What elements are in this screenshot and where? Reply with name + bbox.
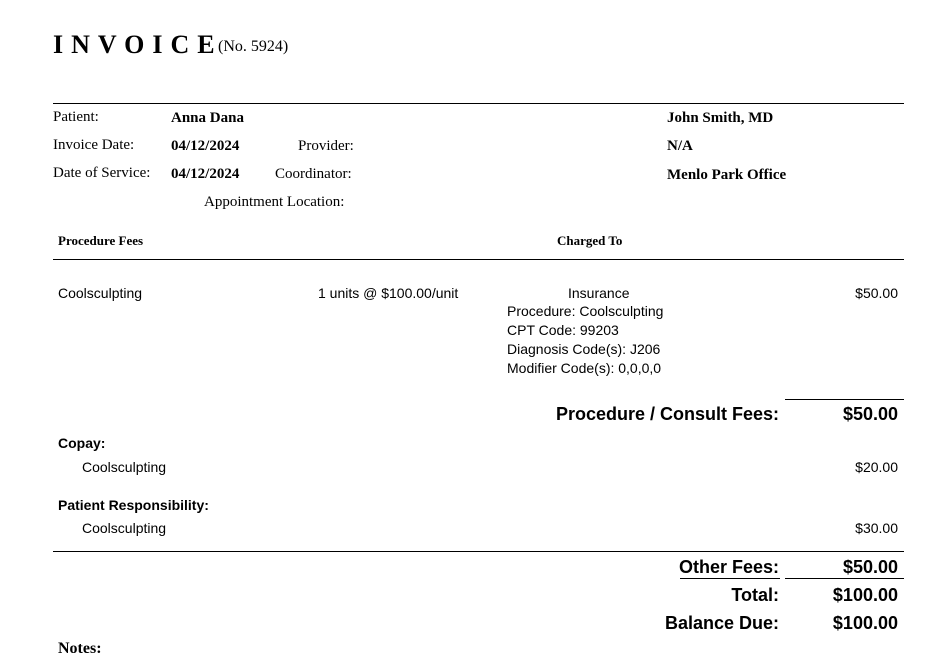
patient-responsibility-item: Coolsculpting bbox=[82, 520, 167, 536]
procedure-consult-fees-value: $50.00 bbox=[842, 404, 898, 424]
invoice-title: INVOICE bbox=[53, 30, 223, 59]
column-header-charged-to: Charged To bbox=[557, 233, 623, 248]
patient-responsibility-heading: Patient Responsibility: bbox=[58, 497, 209, 513]
other-fees-label-underline bbox=[680, 578, 780, 579]
procedure-total-divider bbox=[785, 399, 904, 400]
procedure-consult-fees-label: Procedure / Consult Fees: bbox=[555, 404, 779, 424]
other-fees-underline bbox=[785, 578, 904, 579]
procedure-amount: $50.00 bbox=[855, 285, 898, 301]
table-header-divider bbox=[53, 259, 904, 260]
detail-cpt-code: CPT Code: 99203 bbox=[507, 322, 619, 338]
provider-value: John Smith, MD bbox=[667, 110, 774, 126]
detail-procedure: Procedure: Coolsculpting bbox=[507, 303, 664, 319]
patient-value: Anna Dana bbox=[171, 110, 244, 126]
invoice-date-value: 04/12/2024 bbox=[171, 138, 240, 154]
other-fees-value: $50.00 bbox=[842, 557, 898, 577]
header-divider bbox=[53, 103, 904, 104]
copay-amount: $20.00 bbox=[855, 459, 898, 475]
date-of-service-label: Date of Service: bbox=[53, 165, 151, 181]
appointment-location-value: Menlo Park Office bbox=[667, 167, 787, 183]
appointment-location-label: Appointment Location: bbox=[204, 194, 345, 210]
other-fees-label: Other Fees: bbox=[678, 557, 779, 577]
patient-label: Patient: bbox=[53, 109, 99, 125]
procedure-units: 1 units @ $100.00/unit bbox=[318, 285, 459, 301]
procedure-name: Coolsculpting bbox=[58, 285, 143, 301]
patient-responsibility-amount: $30.00 bbox=[855, 520, 898, 536]
provider-label: Provider: bbox=[298, 138, 354, 154]
date-of-service-value: 04/12/2024 bbox=[171, 166, 240, 182]
charged-to-value: Insurance bbox=[568, 285, 630, 301]
balance-due-value: $100.00 bbox=[832, 613, 898, 633]
detail-modifier-codes: Modifier Code(s): 0,0,0,0 bbox=[507, 360, 662, 376]
balance-due-label: Balance Due: bbox=[664, 613, 779, 633]
coordinator-value: N/A bbox=[667, 138, 693, 154]
invoice-date-label: Invoice Date: bbox=[53, 137, 135, 153]
total-value: $100.00 bbox=[832, 585, 898, 605]
invoice-number: (No. 5924) bbox=[218, 38, 289, 55]
copay-heading: Copay: bbox=[58, 435, 106, 451]
column-header-procedure-fees: Procedure Fees bbox=[58, 233, 144, 248]
detail-diagnosis-codes: Diagnosis Code(s): J206 bbox=[507, 341, 661, 357]
coordinator-label: Coordinator: bbox=[275, 166, 352, 182]
total-label: Total: bbox=[731, 585, 779, 605]
copay-item: Coolsculpting bbox=[82, 459, 167, 475]
notes-label: Notes: bbox=[58, 640, 102, 657]
totals-divider bbox=[53, 551, 904, 552]
